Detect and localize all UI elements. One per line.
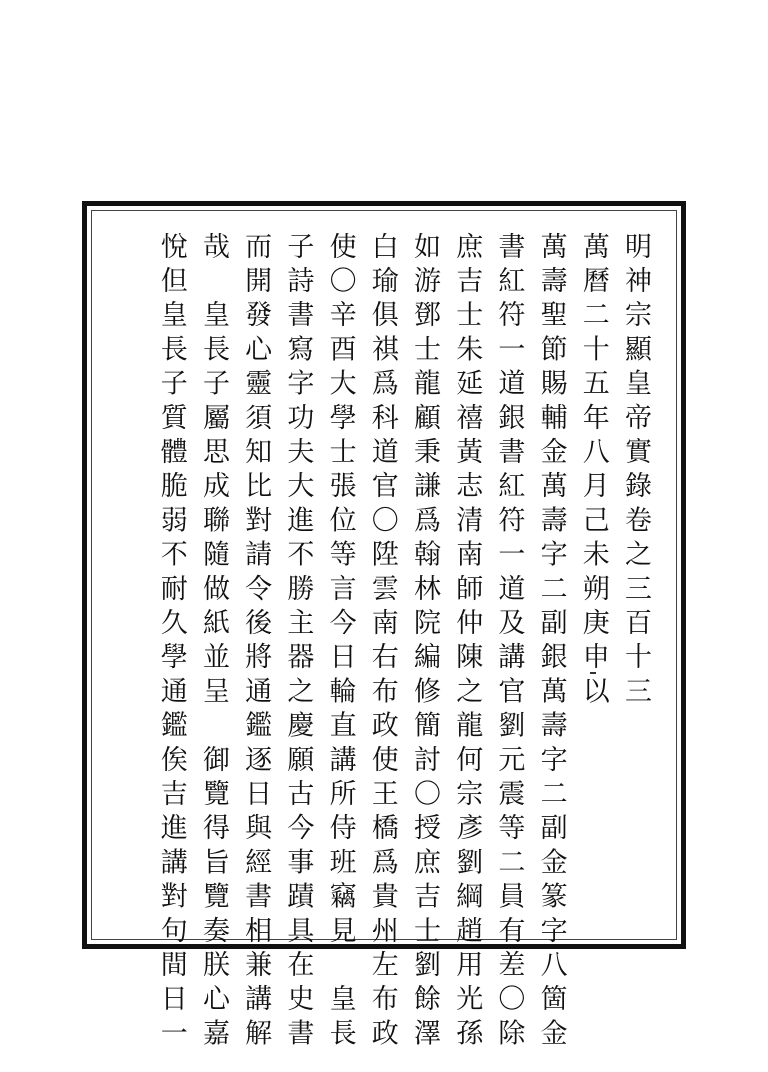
text-column: 白瑜俱祺爲科道官〇陞雲南右布政使王橋爲貴州左布政 xyxy=(366,232,398,1053)
text-column: 萬壽聖節賜輔金萬壽字二副銀萬壽字二副金篆字八箇金 xyxy=(535,232,567,1053)
text-column: 庶吉士朱延禧黃志清南師仲陳之龍何宗彥劉綱趙用光孫 xyxy=(451,232,483,1053)
vertical-text-body xyxy=(108,232,656,1053)
text-column: 子詩書寫字功夫大進不勝主器之慶願古今事蹟具在史書 xyxy=(282,232,314,1053)
text-column: 書紅符一道銀書紅符一道及講官劉元震等二員有差〇除 xyxy=(493,232,525,1053)
text-column: 悅但皇長子質體脆弱不耐久學通鑑俟吉進講對句間日一 xyxy=(155,232,187,1053)
text-column: 哉 皇長子屬思成聯隨做紙並呈 御覽得旨覽奏朕心嘉 xyxy=(197,232,229,1053)
text-column-title: 明神宗顯皇帝實錄卷之三百十三 xyxy=(620,232,651,711)
text-column: 使〇辛酉大學士張位等言今日輪直講所侍班竊見 皇長 xyxy=(324,232,356,1053)
text-column: 如游鄧士龍顧秉謙爲翰林院編修簡討〇授庶吉士劉餘澤 xyxy=(408,232,440,1053)
text-column: 萬曆二十五年八月己未朔庚申以 xyxy=(577,232,609,711)
text-column: 而開發心靈須知比對請令後將通鑑逐日與經書相兼講解 xyxy=(240,232,272,1053)
